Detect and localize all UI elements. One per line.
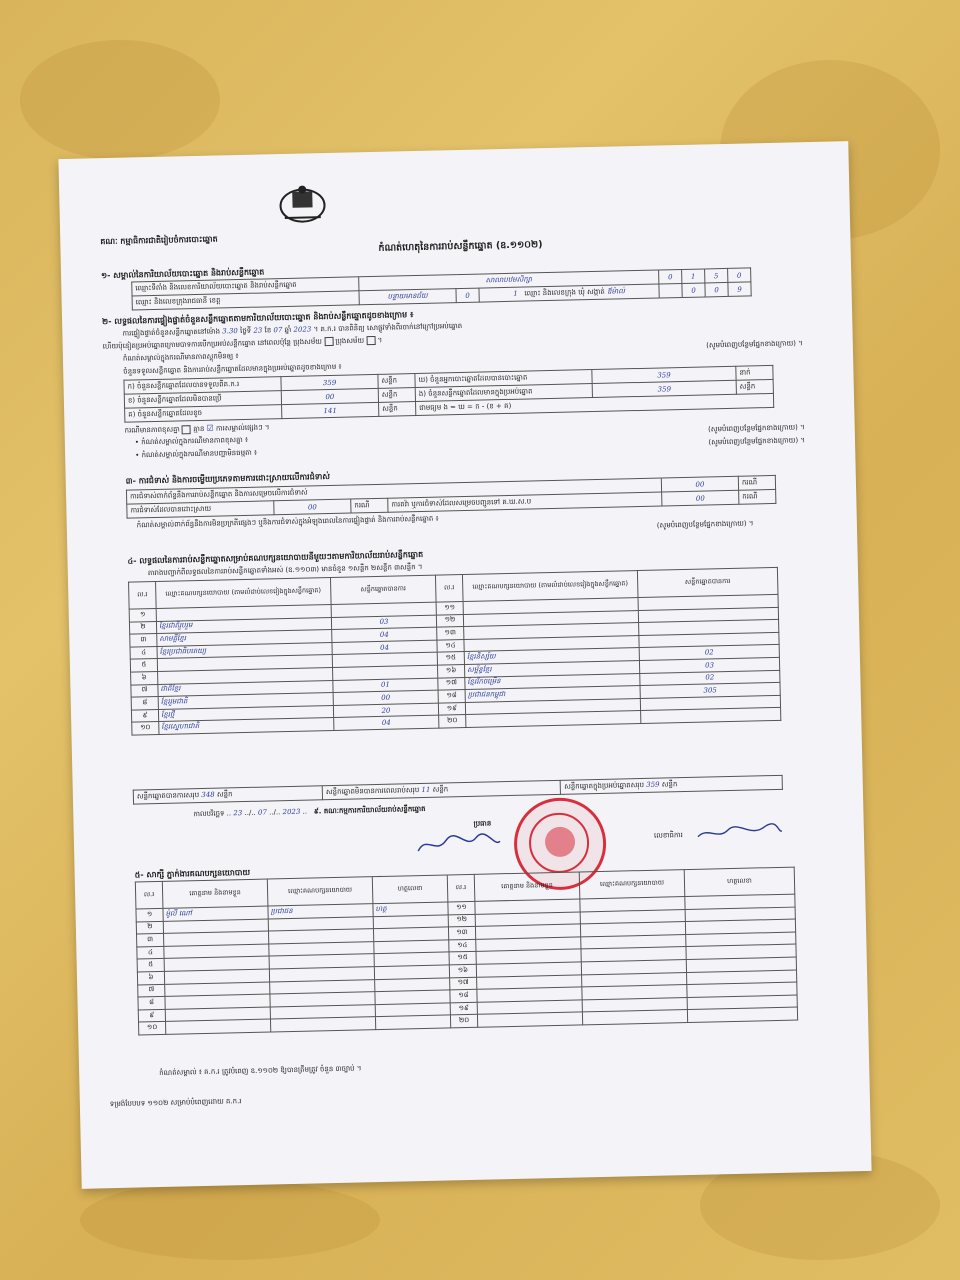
objection-value: 00: [661, 476, 738, 492]
party-name: ខ្មែរនិស្ស័យ: [464, 648, 639, 665]
section3-heading: ៣- ការជំទាស់ និងការចម្លើយប្រភេទតាមការដោះស្រាយលើការជំទាស់: [125, 472, 331, 486]
kha-value: 00: [281, 388, 378, 404]
form-footer: ទម្រង់បែបបទ ១១០២ សម្រាប់បំពេញដោយ គ.ក.រ: [109, 1097, 242, 1109]
province-code-2: 1 ឈ្មោះ និងលេខក្រុង ឃុំ សង្កាត់ ឪម៉ាល់: [479, 284, 659, 302]
row-no: ៨: [131, 697, 158, 710]
party-name: ខ្មែរជាតិរួបរួម: [156, 617, 331, 634]
row-no: ១០: [132, 722, 159, 735]
total-invalid: សន្លឹកឆ្នោតមិនបានការពេលរាប់សរុប 11 សន្លឹក: [322, 780, 560, 799]
row-no: ១២: [448, 914, 475, 927]
totals-table: [133, 775, 783, 805]
date-day: 23: [233, 809, 243, 818]
row-no: ២: [136, 921, 163, 934]
formula: ជាមធ្យម ង = ឃ = ក - (ខ + គ): [416, 393, 774, 415]
commune-code-3: 9: [728, 282, 751, 297]
party-name: សាមគ្គីខ្មែរ: [157, 630, 332, 647]
section3-note: កំណត់សម្គាល់ពាក់ព័ន្ធនឹងការមិនប្រក្រតីផ្សេងៗ ឬនិងការជំទាស់ក្នុងអំឡុងពេលនៃការផ្ទៀងផ្ទាត់ និងការរាប់សន្លឹកឆ្នោត ៖: [136, 514, 439, 530]
date-month: 07: [257, 808, 267, 817]
date-year: 2023: [282, 807, 301, 817]
section2-heading: ២- លទ្ធផលនៃការផ្ទៀងផ្ទាត់ចំនួនសន្លឹកឆ្នោតតាមការិយាល័យបោះឆ្នោត និងរាប់សន្លឹកឆ្នោតដូចខាងក្រោម ៖: [102, 310, 414, 327]
party-votes: [641, 708, 781, 724]
row-no: ៣: [130, 634, 157, 647]
w-col-party: ឈ្មោះគណបក្សនយោបាយ: [267, 877, 373, 906]
row-no: ១៨: [438, 690, 465, 703]
ko-unit: សន្លឹក: [379, 402, 416, 417]
row-no: ១: [129, 608, 156, 621]
commune-code-1: 0: [682, 283, 705, 298]
party-votes: 00: [333, 690, 438, 705]
w-col-no-right: ល.រ: [447, 874, 475, 902]
party-votes: 305: [640, 683, 780, 699]
col-votes-right: សន្លឹកឆ្នោតបានការ: [637, 567, 778, 597]
referred-value: 00: [662, 490, 739, 506]
party-name: ខ្មែររីកចម្រើន: [465, 673, 640, 690]
party-name: សម្ព័ន្ធខ្មែរ: [464, 661, 639, 678]
row-no: ១១: [436, 602, 463, 615]
total-box-value: 359: [646, 780, 660, 789]
row-no: ១៣: [437, 627, 464, 640]
row-no: ១៩: [450, 1002, 477, 1015]
location-code-1: 0: [659, 269, 682, 284]
col-votes: សន្លឹកឆ្នោតបានការ: [330, 575, 436, 604]
party-votes: 04: [332, 627, 437, 642]
province-code-1: 0: [456, 288, 479, 303]
commune-code-empty: [659, 283, 682, 298]
row-no: ១០: [139, 1022, 166, 1035]
row-no: ២: [129, 621, 156, 634]
w-col-sign: ហត្ថលេខា: [372, 875, 448, 904]
ka-label: ក) ចំនួនសន្លឹកឆ្នោតដែលបានទទួលពីគ.ក.រ: [124, 377, 281, 395]
row-no: ១១: [448, 901, 475, 914]
w-col-no: ល.រ: [135, 881, 163, 909]
party-name: ខ្មែរប្រជាធិបតេយ្យ: [157, 642, 332, 659]
nec-logo: [274, 181, 331, 226]
party-votes: 03: [639, 657, 779, 673]
col-party-right: ឈ្មោះគណបក្សនយោបាយ (តាមលំដាប់លេខរៀងក្នុងសន្លឹកឆ្នោត): [462, 571, 638, 602]
row-no: ៨: [138, 997, 165, 1010]
kha-label: ខ) ចំនួនសន្លឹកឆ្នោតដែលមិនបានប្រើ: [124, 391, 281, 409]
row-no: ៦: [137, 971, 164, 984]
witness-party: [270, 1017, 375, 1032]
total-valid-value: 348: [201, 790, 215, 799]
ka-unit: សន្លឹក: [378, 374, 415, 389]
gha-value: 359: [592, 366, 736, 383]
section5-heading: ៥- សាក្សី ភ្នាក់ងារគណបក្សនយោបាយ: [134, 867, 251, 880]
party-votes: 04: [332, 640, 437, 655]
verification-time: 3.30: [222, 327, 238, 336]
witness-name: [166, 1019, 271, 1034]
section4-sub: តារាងបញ្ជាក់ពីលទ្ធផលនៃការរាប់សន្លឹកឆ្នោតទាំងអស់ (ឧ.១១០៣) មានចំនួន ១សន្លឹក ២សន្លឹក ៣សន្លឹក ។: [147, 562, 423, 578]
location-label: ឈ្មោះទីតាំង និងលេខការិយាល័យបោះឆ្នោត និងរាប់សន្លឹកឆ្នោត: [132, 277, 359, 296]
section1-heading: ១- សម្គាល់នៃការិយាល័យបោះឆ្នោត និងរាប់សន្លឹកឆ្នោត: [100, 267, 265, 281]
verification-month: 07: [273, 326, 283, 335]
party-votes: 02: [639, 645, 779, 661]
row-no: ១៧: [450, 977, 477, 990]
checkbox-line: ករណីមានភាពខុសគ្នា គ្មាន ☑ ការសម្គាល់ផ្សេងៗ ។: [124, 423, 270, 435]
referred-unit: ករណី: [739, 489, 776, 504]
witness-party: [582, 1010, 687, 1025]
w-col-name-right: គោត្តនាម និងនាមខ្លួន: [474, 872, 580, 901]
row-no: ១៦: [437, 664, 464, 677]
ko-label: គ) ចំនួនសន្លឹកឆ្នោតដែលខូច: [125, 405, 282, 423]
row-no: ៥: [137, 959, 164, 972]
location-code-2: 1: [682, 269, 705, 284]
row-no: ១៦: [449, 964, 476, 977]
row-no: ១៩: [438, 702, 465, 715]
secretary-label: លេខាធិការ: [653, 831, 683, 840]
row-no: ៦: [131, 671, 158, 684]
ng-value: 359: [592, 380, 736, 397]
party-name: [466, 711, 641, 728]
col-no-right: ល.រ: [435, 575, 463, 603]
section4-heading: ៤- លទ្ធផលនៃការរាប់សន្លឹកឆ្នោតសម្រាប់គណបក្សនយោបាយនីមួយៗតាមការិយាល័យរាប់សន្លឹកឆ្នោត: [127, 549, 424, 566]
note3: • កំណត់សម្គាល់ក្នុងករណីមានបញ្ហាមិនធម្មតា ៖ (សូមបំពេញបន្ថែមផ្នែកខាងក្រោយ) ។: [135, 436, 806, 460]
party-votes: 02: [640, 670, 780, 686]
total-box: សន្លឹកឆ្នោតក្នុងប្រអប់ឆ្នោតសរុប 359 សន្លឹក: [561, 775, 783, 794]
verification-line: ការផ្ទៀងផ្ទាត់ចំនួនសន្លឹកឆ្នោតនៅម៉ោង 3.30 ថ្ងៃទី 23 ខែ 07 ឆ្នាំ 2023 ។ គ.ក.រ បានពិនិត្យ សោផ្លូវទាំងពីរចាក់នៅក្រៅប្រអប់ឆ្នោត: [122, 321, 463, 338]
location-code-3: 5: [705, 268, 728, 283]
party-name: ជាតិខ្មែរ: [158, 680, 333, 697]
results-table: [128, 567, 781, 736]
secretary-signature: [694, 821, 784, 845]
w-col-sign-right: ហត្ថលេខា: [684, 867, 795, 896]
row-no: ២០: [450, 1015, 477, 1028]
party-votes: 04: [334, 715, 439, 730]
party-name: ប្រជាជនកម្ពុជា: [465, 686, 640, 703]
location-code-4: 0: [728, 268, 751, 283]
form-paper: [58, 141, 871, 1189]
row-no: ១៤: [449, 939, 476, 952]
gha-label: ឃ) ចំនួនអ្នកបោះឆ្នោតដែលបានបោះឆ្នោត: [415, 370, 592, 388]
province-label: ឈ្មោះ និងលេខក្រុងរាជធានី ខេត្ត: [132, 291, 359, 310]
witness-table: [135, 867, 798, 1036]
row-no: ៤: [130, 646, 157, 659]
row-no: ១៤: [437, 639, 464, 652]
party-name: ខ្មែរថ្មី: [158, 705, 333, 722]
party-votes: 03: [331, 615, 436, 630]
commune-code-2: 0: [705, 282, 728, 297]
date-line: កាលបរិច្ឆេទ .. 23 ../.. 07 ../.. 2023 .. ៩. គណៈកម្មការការិយាល័យរាប់សន្លឹកឆ្នោត: [193, 804, 426, 819]
row-no: ១២: [436, 614, 463, 627]
row-no: ១៨: [450, 989, 477, 1002]
witness-sign: [375, 1015, 450, 1029]
ka-value: 359: [281, 374, 378, 390]
row-no: ២០: [439, 715, 466, 728]
row-no: ៩: [131, 709, 158, 722]
row-no: ១៥: [437, 652, 464, 665]
w-col-name: គោត្តនាម និងនាមខ្លួន: [162, 879, 268, 908]
party-votes: 20: [333, 703, 438, 718]
row-no: ១៥: [449, 952, 476, 965]
resolved-value: 00: [274, 499, 351, 515]
ko-value: 141: [282, 402, 379, 418]
w-col-party-right: ឈ្មោះគណបក្សនយោបាយ: [579, 870, 685, 899]
witness-name: [477, 1012, 582, 1027]
party-name: ខ្មែរស្នេហាជាតិ: [159, 718, 334, 735]
witness-sign: ហត្ថ: [373, 902, 448, 916]
total-invalid-value: 11: [421, 785, 431, 794]
gha-unit: នាក់: [736, 365, 773, 380]
form-title: កំណត់ហេតុនៃការរាប់សន្លឹកឆ្នោត (ឧ.១១០២): [378, 239, 543, 254]
org-name: គណៈ កម្មាធិការជាតិរៀបចំការបោះឆ្នោត: [100, 234, 218, 247]
verification-day: 23: [253, 326, 263, 335]
resolved-unit: ករណី: [351, 498, 388, 513]
chair-signature: [414, 829, 505, 859]
witness-sign: [687, 1007, 797, 1022]
witness-name: ម៉ូលី ណៅ: [163, 906, 268, 921]
row-no: ១៣: [448, 927, 475, 940]
row-no: ១: [136, 908, 163, 921]
section3-note-tail: (សូមបំពេញបន្ថែមផ្នែកខាងក្រោយ) ។: [656, 519, 754, 530]
referred-label: ការតវ៉ា ឬការជំទាស់ដែលសម្រេចបញ្ជូនទៅ គ.ឃ.ស.ប: [388, 492, 662, 512]
ng-unit: សន្លឹក: [736, 379, 773, 394]
location-value: សាលាបឋមសិក្សា: [359, 270, 659, 291]
verification-year: 2023: [293, 325, 312, 334]
objection-unit: ករណី: [738, 475, 775, 490]
row-no: ៩: [138, 1009, 165, 1022]
footnote: កំណត់សម្គាល់ ៖ គ.ក.រ ត្រូវបំពេញ ឧ.១១០២ ឱ្យបានត្រឹមត្រូវ ចំនួន ៣ច្បាប់ ។: [159, 1064, 362, 1078]
party-votes: 01: [333, 678, 438, 693]
row-no: ៥: [130, 659, 157, 672]
kha-unit: សន្លឹក: [378, 388, 415, 403]
col-no: ល.រ: [129, 581, 157, 609]
ng-label: ង) ចំនួនសន្លឹកឆ្នោតដែលមានក្នុងប្រអប់ឆ្នោត: [415, 384, 592, 402]
province-value: បន្ទាយមានជ័យ: [359, 289, 456, 305]
row-no: ៣: [137, 934, 164, 947]
total-valid: សន្លឹកឆ្នោតបានការសរុប 348 សន្លឹក: [133, 786, 322, 804]
row-no: ៧: [138, 984, 165, 997]
verification-line2: ហើយប៉ុនៀតប្រអប់ឆ្នោតក្រោមបាទការបើកប្រអប់សន្លឹកឆ្នោត នៅពេលប៉ុន្តែ ប្រុងសម័យ ប្រុងសម័យ ។: [102, 336, 383, 351]
party-name: ខ្មែររួមជាតិ: [158, 693, 333, 710]
count-intro: ចំនួនទទួលសន្លឹកឆ្នោត និងការរាប់សន្លឹកឆ្នោតដែលមានក្នុងប្រអប់ឆ្នោតដូចខាងក្រោម ៖: [123, 362, 342, 376]
row-no: ៤: [137, 946, 164, 959]
row-no: ៧: [131, 684, 158, 697]
witness-party: ប្រជាជន: [268, 904, 373, 919]
row-no: ១៧: [438, 677, 465, 690]
resolved-label: ការជំទាស់ដែលបានដោះស្រាយ: [127, 501, 274, 518]
objection-label: ការជំទាស់ពាក់ព័ន្ធនឹងការរាប់សន្លឹកឆ្នោត និងការសម្រេចលើការជំទាស់: [126, 478, 661, 504]
col-party: ឈ្មោះគណបក្សនយោបាយ (តាមលំដាប់លេខរៀងក្នុងសន្លឹកឆ្នោត): [156, 578, 332, 609]
note1: កំណត់សម្គាល់ក្នុងករណីមានភាពស្តុកមិនឲ្យ ៖ (សូមបំពេញបន្ថែមផ្នែកខាងក្រោយ) ។: [122, 339, 803, 363]
chair-label: ប្រធាន: [473, 819, 492, 828]
note2: • កំណត់សម្គាល់ក្នុងករណីមានភាពខុសគ្នា ៖ (សូមបំពេញបន្ថែមផ្នែកខាងក្រោយ) ។: [134, 423, 805, 447]
